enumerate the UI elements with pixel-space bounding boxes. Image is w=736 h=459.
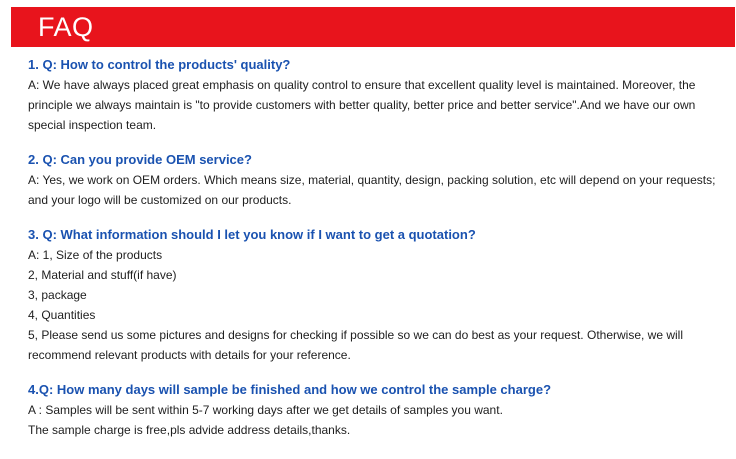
faq-list [28, 55, 733, 455]
faq-answer-line: The sample charge is free,pls advide address details,thanks. [28, 423, 351, 437]
faq-question: 4.Q: How many days will sample be finished and how we control the sample charge? [28, 382, 552, 397]
faq-answer: 5, Please send us some pictures and designs for checking if possible so we can do best as your request. Otherwise, we will recommend relevant products with details for your reference. [28, 328, 684, 362]
faq-answer-line: A : Samples will be sent within 5-7 working days after we get details of samples you want. [28, 403, 503, 417]
faq-question: 2. Q: Can you provide OEM service? [28, 152, 252, 167]
faq-item-4 [28, 380, 733, 440]
faq-answer: A: Yes, we work on OEM orders. Which means size, material, quantity, design, packing solution, etc will depend on your requests; and your logo will be customized on our products. [28, 173, 716, 207]
page-title: FAQ [38, 12, 94, 42]
faq-item-3 [28, 225, 733, 365]
faq-item-1 [28, 55, 733, 135]
faq-answer-line: 3, package [28, 288, 87, 302]
faq-question: 3. Q: What information should I let you know if I want to get a quotation? [28, 227, 476, 242]
faq-answer-line: A: 1, Size of the products [28, 248, 163, 262]
faq-answer: A: We have always placed great emphasis on quality control to ensure that excellent quality level is maintained. Moreover, the principle we always maintain is "to provide customers with better quality, better price and better service".And we have our own special inspection team. [28, 78, 696, 132]
faq-question: 1. Q: How to control the products' quality? [28, 57, 291, 72]
faq-item-2 [28, 150, 733, 210]
faq-answer-line: 4, Quantities [28, 308, 96, 322]
faq-answer-line: 2, Material and stuff(if have) [28, 268, 177, 282]
faq-banner [11, 7, 735, 47]
